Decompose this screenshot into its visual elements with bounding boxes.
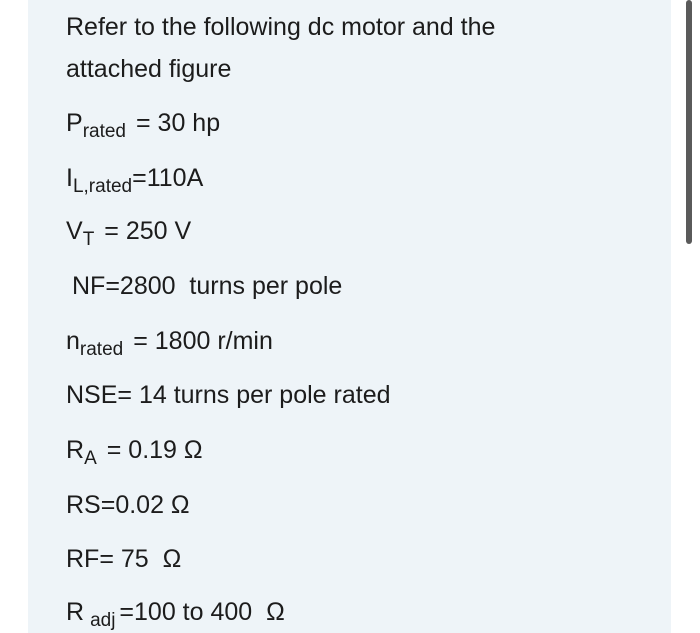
scrollbar[interactable] [686,0,692,244]
intro-line-1: Refer to the following dc motor and the [66,13,496,41]
param-rf [66,544,181,574]
param-vt [66,216,191,249]
il-rated-symbol: I [66,164,73,192]
intro-line-2: attached figure [66,55,232,83]
param-n-rated [66,326,273,359]
ra-symbol: R [66,436,85,464]
intro-text [66,6,626,90]
n-rated-symbol: n [66,327,80,355]
il-rated-subscript: L,rated [72,176,133,197]
p-rated-symbol: P [66,109,83,137]
radj-subscript: adj [90,610,116,631]
param-nse [66,380,391,410]
n-rated-subscript: rated [79,339,124,360]
vt-subscript: T [82,229,95,250]
param-nf [72,271,342,301]
ra-subscript: A [84,448,97,469]
p-rated-subscript: rated [82,121,126,142]
radj-symbol: R [66,598,85,626]
param-ra [66,435,203,468]
param-il-rated [66,163,203,196]
ra-value: = 0.19 Ω [106,436,203,464]
vt-symbol: V [66,217,83,245]
p-rated-value: = 30 hp [136,109,221,137]
content-panel [28,0,671,633]
rf-text: RF= 75 Ω [66,545,182,573]
param-p-rated [66,108,220,141]
radj-value: =100 to 400 Ω [119,598,285,626]
nf-text: NF=2800 turns per pole [72,272,343,300]
il-rated-value: =110A [132,164,204,192]
rs-text: RS=0.02 Ω [66,491,190,519]
param-rs [66,490,190,520]
vt-value: = 250 V [104,217,192,245]
nse-text: NSE= 14 turns per pole rated [66,381,391,409]
n-rated-value: = 1800 r/min [133,327,273,355]
param-radj [66,597,285,630]
